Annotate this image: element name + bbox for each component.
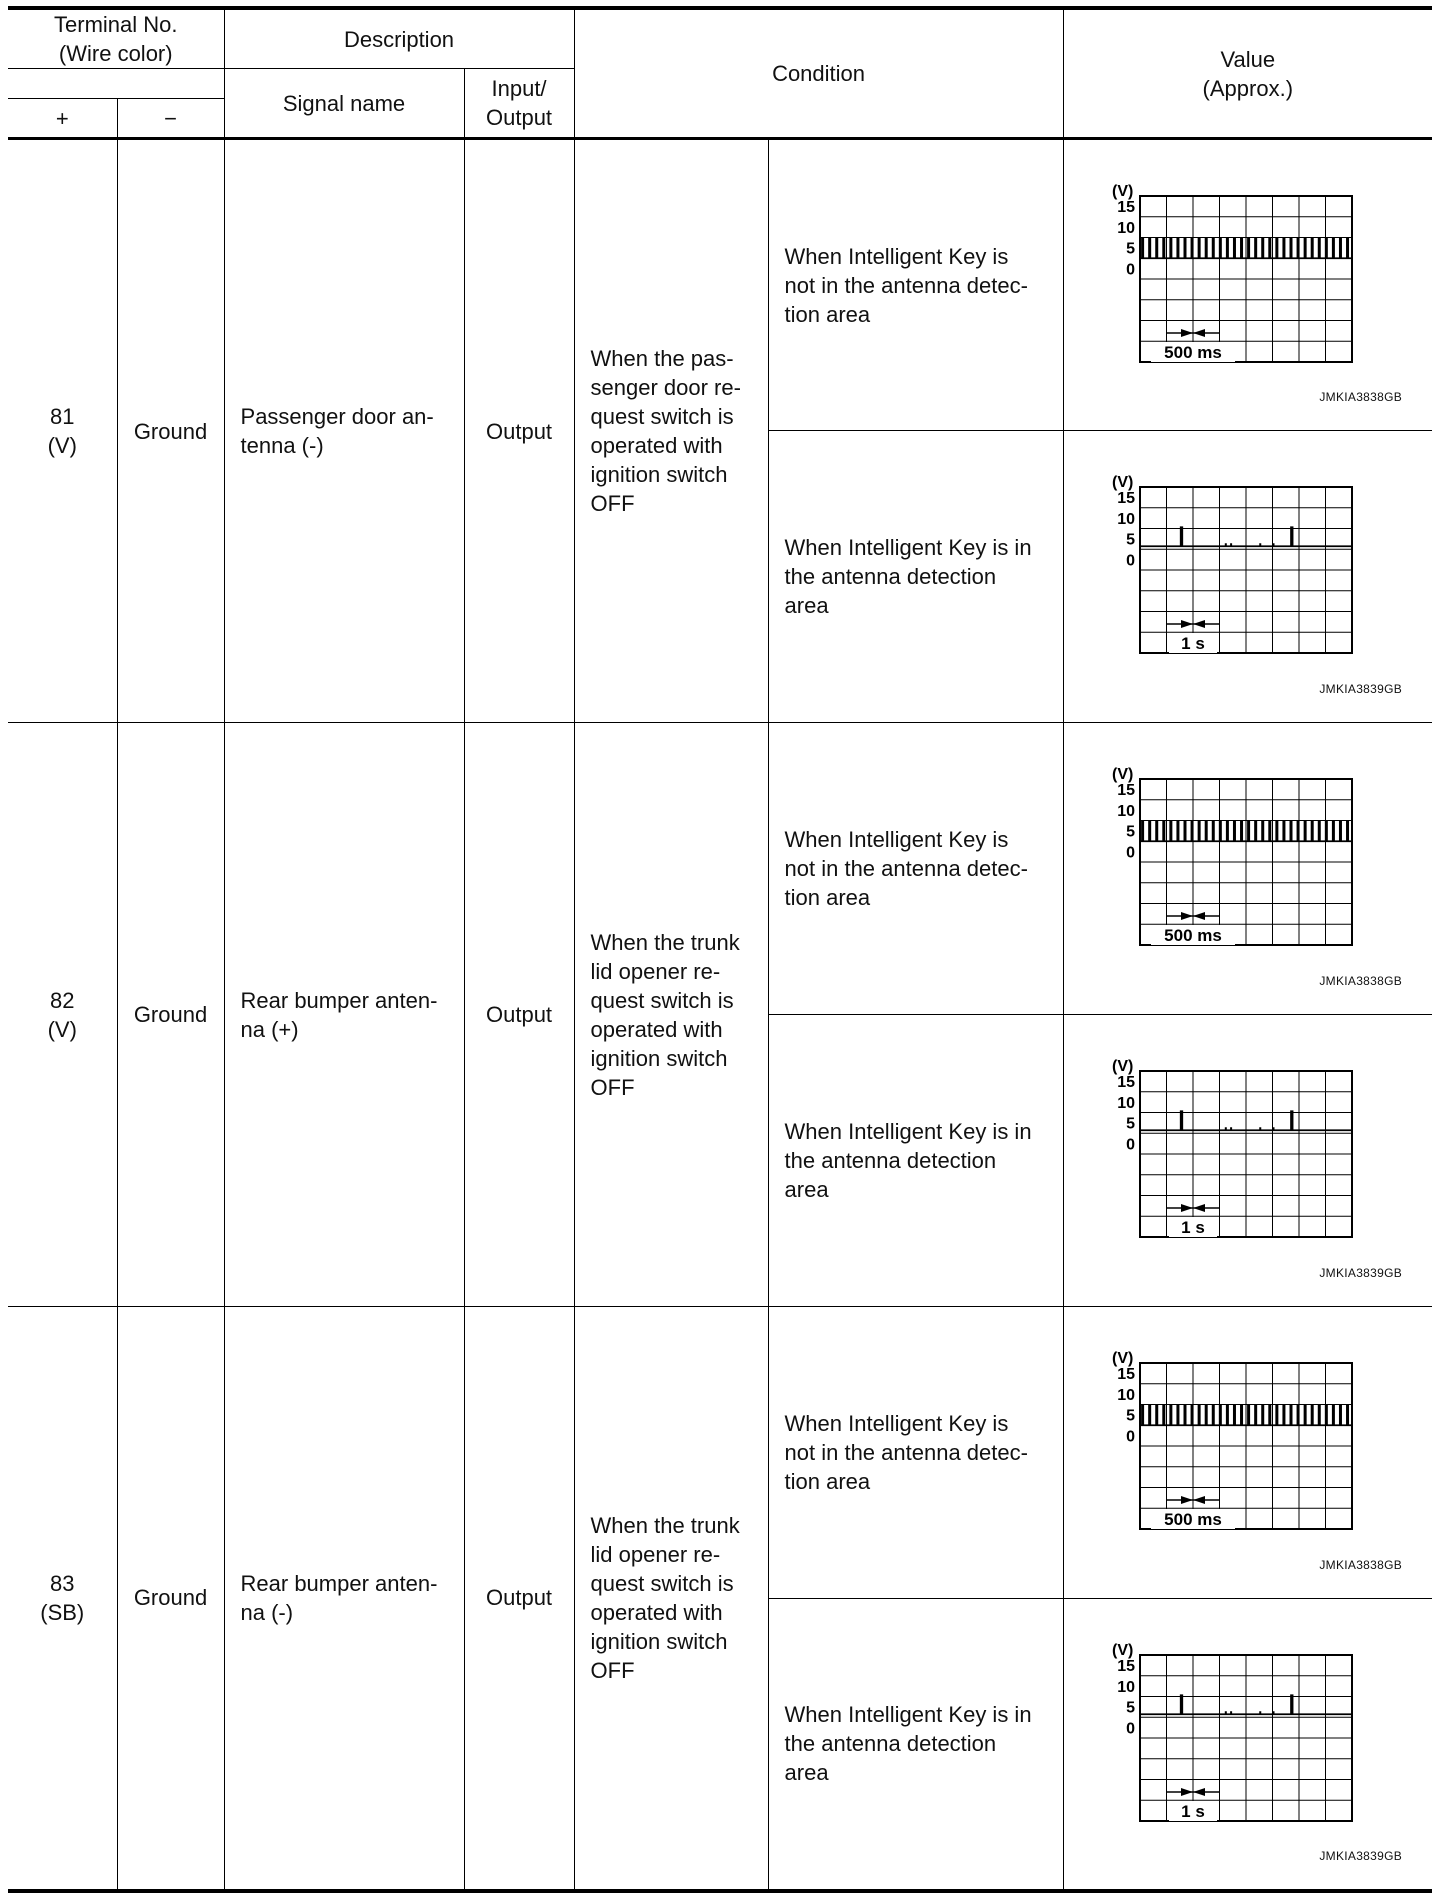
oscilloscope-pulse-train xyxy=(1110,1350,1360,1543)
scope-y-tick: 15 xyxy=(1116,490,1135,507)
signal-name-cell: Rear bumper anten- na (-) xyxy=(224,1307,464,1891)
subcondition-cell: When Intelligent Key is in the antenna detection area xyxy=(768,1599,1063,1891)
value-cell xyxy=(1063,139,1432,431)
scope-y-tick: 15 xyxy=(1116,782,1135,799)
terminal-spec-table xyxy=(8,6,1432,1893)
wire-color: (SB) xyxy=(40,1599,85,1625)
scope-y-tick: 15 xyxy=(1116,1366,1135,1383)
oscilloscope-sparse-spikes xyxy=(1110,1642,1360,1835)
figure-code: JMKIA3839GB xyxy=(1319,682,1403,696)
scope-blip xyxy=(1224,1711,1226,1714)
io-cell: Output xyxy=(464,1307,574,1891)
scope-blip xyxy=(1259,1127,1261,1130)
scope-y-tick: 5 xyxy=(1125,531,1135,549)
terminal-cell xyxy=(8,139,117,723)
description-header: Description xyxy=(224,8,574,69)
scope-spike xyxy=(1180,1111,1182,1130)
scope-blip xyxy=(1259,543,1261,546)
scope-y-tick: 0 xyxy=(1125,552,1135,570)
scope-grid xyxy=(1140,1655,1352,1821)
scope-time-label: 500 ms xyxy=(1163,343,1222,362)
scope-blip xyxy=(1272,1127,1274,1130)
scope-time-label: 1 s xyxy=(1180,634,1205,653)
figure-code: JMKIA3839GB xyxy=(1319,1848,1403,1863)
oscilloscope-pulse-train xyxy=(1110,183,1360,376)
scope-y-tick: 15 xyxy=(1116,1074,1135,1091)
scope-blip xyxy=(1272,543,1274,546)
scope-y-tick: 5 xyxy=(1125,1407,1135,1425)
value-cell xyxy=(1063,723,1432,1015)
signal-name-header: Signal name xyxy=(224,69,464,139)
wire-color: (V) xyxy=(47,433,77,458)
scope-blip xyxy=(1230,1711,1232,1714)
scope-y-tick: 0 xyxy=(1125,1136,1135,1154)
scope-time-label: 1 s xyxy=(1180,1218,1205,1237)
terminal-number: 82 xyxy=(50,987,75,1013)
figure-code: JMKIA3838GB xyxy=(1319,974,1403,988)
scope-blip xyxy=(1224,1127,1226,1130)
value-header: Value (Approx.) xyxy=(1063,8,1432,139)
scope-time-label: 500 ms xyxy=(1163,926,1222,945)
scope-y-tick: 0 xyxy=(1125,1720,1135,1738)
scope-spike xyxy=(1180,1695,1182,1714)
minus-header: − xyxy=(117,99,224,139)
scope-y-unit: (V) xyxy=(1111,1058,1133,1075)
scope-blip xyxy=(1259,1711,1261,1714)
scope-grid xyxy=(1140,1363,1352,1529)
scope-spike xyxy=(1180,527,1182,546)
scope-y-tick: 15 xyxy=(1116,199,1135,216)
scope-y-tick: 10 xyxy=(1116,1094,1135,1112)
scope-y-tick: 5 xyxy=(1125,1699,1135,1717)
scope-grid xyxy=(1140,487,1352,653)
subcondition-cell: When Intelligent Key is not in the antenna detec- tion area xyxy=(768,139,1063,431)
subcondition-cell: When Intelligent Key is in the antenna detection area xyxy=(768,431,1063,723)
signal-name-cell: Passenger door an- tenna (-) xyxy=(224,139,464,723)
scope-time-label: 500 ms xyxy=(1163,1510,1222,1529)
terminal-header-spacer xyxy=(8,69,224,99)
scope-y-unit: (V) xyxy=(1111,1350,1133,1367)
oscilloscope-pulse-train xyxy=(1110,766,1360,959)
condition-cell: When the trunk lid opener re- quest switch is operated with ignition switch OFF xyxy=(574,723,768,1307)
subcondition-cell: When Intelligent Key is not in the antenna detec- tion area xyxy=(768,723,1063,1015)
figure-code: JMKIA3838GB xyxy=(1319,1558,1403,1572)
scope-blip xyxy=(1230,543,1232,546)
io-cell: Output xyxy=(464,139,574,723)
scope-blip xyxy=(1272,1711,1274,1714)
figure-code: JMKIA3839GB xyxy=(1319,1266,1403,1280)
minus-terminal-cell: Ground xyxy=(117,139,224,723)
value-cell xyxy=(1063,1307,1432,1599)
scope-y-tick: 0 xyxy=(1125,1428,1135,1446)
signal-name-cell: Rear bumper anten- na (+) xyxy=(224,723,464,1307)
scope-y-unit: (V) xyxy=(1111,183,1133,200)
scope-y-tick: 0 xyxy=(1125,844,1135,862)
scope-y-unit: (V) xyxy=(1111,474,1133,491)
io-cell: Output xyxy=(464,723,574,1307)
scope-y-tick: 0 xyxy=(1125,261,1135,279)
wire-color: (V) xyxy=(47,1016,77,1042)
scope-y-tick: 15 xyxy=(1116,1658,1135,1675)
scope-y-tick: 10 xyxy=(1116,802,1135,820)
scope-y-tick: 10 xyxy=(1116,1678,1135,1696)
minus-terminal-cell: Ground xyxy=(117,1307,224,1891)
subcondition-cell: When Intelligent Key is not in the antenna detec- tion area xyxy=(768,1307,1063,1599)
oscilloscope-sparse-spikes xyxy=(1110,474,1360,667)
figure-code: JMKIA3838GB xyxy=(1319,390,1403,404)
scope-y-tick: 5 xyxy=(1125,1115,1135,1133)
scope-y-tick: 10 xyxy=(1116,1386,1135,1404)
value-cell xyxy=(1063,1599,1432,1891)
scope-y-unit: (V) xyxy=(1111,1642,1133,1659)
terminal-number: 83 xyxy=(50,1570,75,1596)
scope-y-tick: 5 xyxy=(1125,823,1135,841)
oscilloscope-sparse-spikes xyxy=(1110,1058,1360,1251)
condition-cell: When the trunk lid opener re- quest switch is operated with ignition switch OFF xyxy=(574,1307,768,1891)
terminal-cell xyxy=(8,723,117,1307)
minus-terminal-cell: Ground xyxy=(117,723,224,1307)
scope-y-tick: 5 xyxy=(1125,240,1135,258)
scope-time-label: 1 s xyxy=(1180,1802,1205,1821)
scope-spike xyxy=(1291,1111,1293,1130)
terminal-cell xyxy=(8,1307,117,1891)
scope-grid xyxy=(1140,1071,1352,1237)
scope-grid xyxy=(1140,779,1352,945)
subcondition-cell: When Intelligent Key is in the antenna detection area xyxy=(768,1015,1063,1307)
plus-header: + xyxy=(8,99,117,139)
scope-blip xyxy=(1230,1127,1232,1130)
terminal-no-header: Terminal No. (Wire color) xyxy=(8,8,224,69)
condition-header: Condition xyxy=(574,8,1063,139)
scope-grid xyxy=(1140,196,1352,362)
scope-spike xyxy=(1291,527,1293,546)
scope-spike xyxy=(1291,1695,1293,1714)
scope-blip xyxy=(1224,543,1226,546)
condition-cell: When the pas- senger door re- quest switch is operated with ignition switch OFF xyxy=(574,139,768,723)
scope-y-unit: (V) xyxy=(1111,766,1133,783)
value-cell xyxy=(1063,431,1432,723)
scope-y-tick: 10 xyxy=(1116,510,1135,528)
terminal-number: 81 xyxy=(50,404,75,429)
value-cell xyxy=(1063,1015,1432,1307)
scope-y-tick: 10 xyxy=(1116,219,1135,237)
input-output-header: Input/ Output xyxy=(464,69,574,139)
